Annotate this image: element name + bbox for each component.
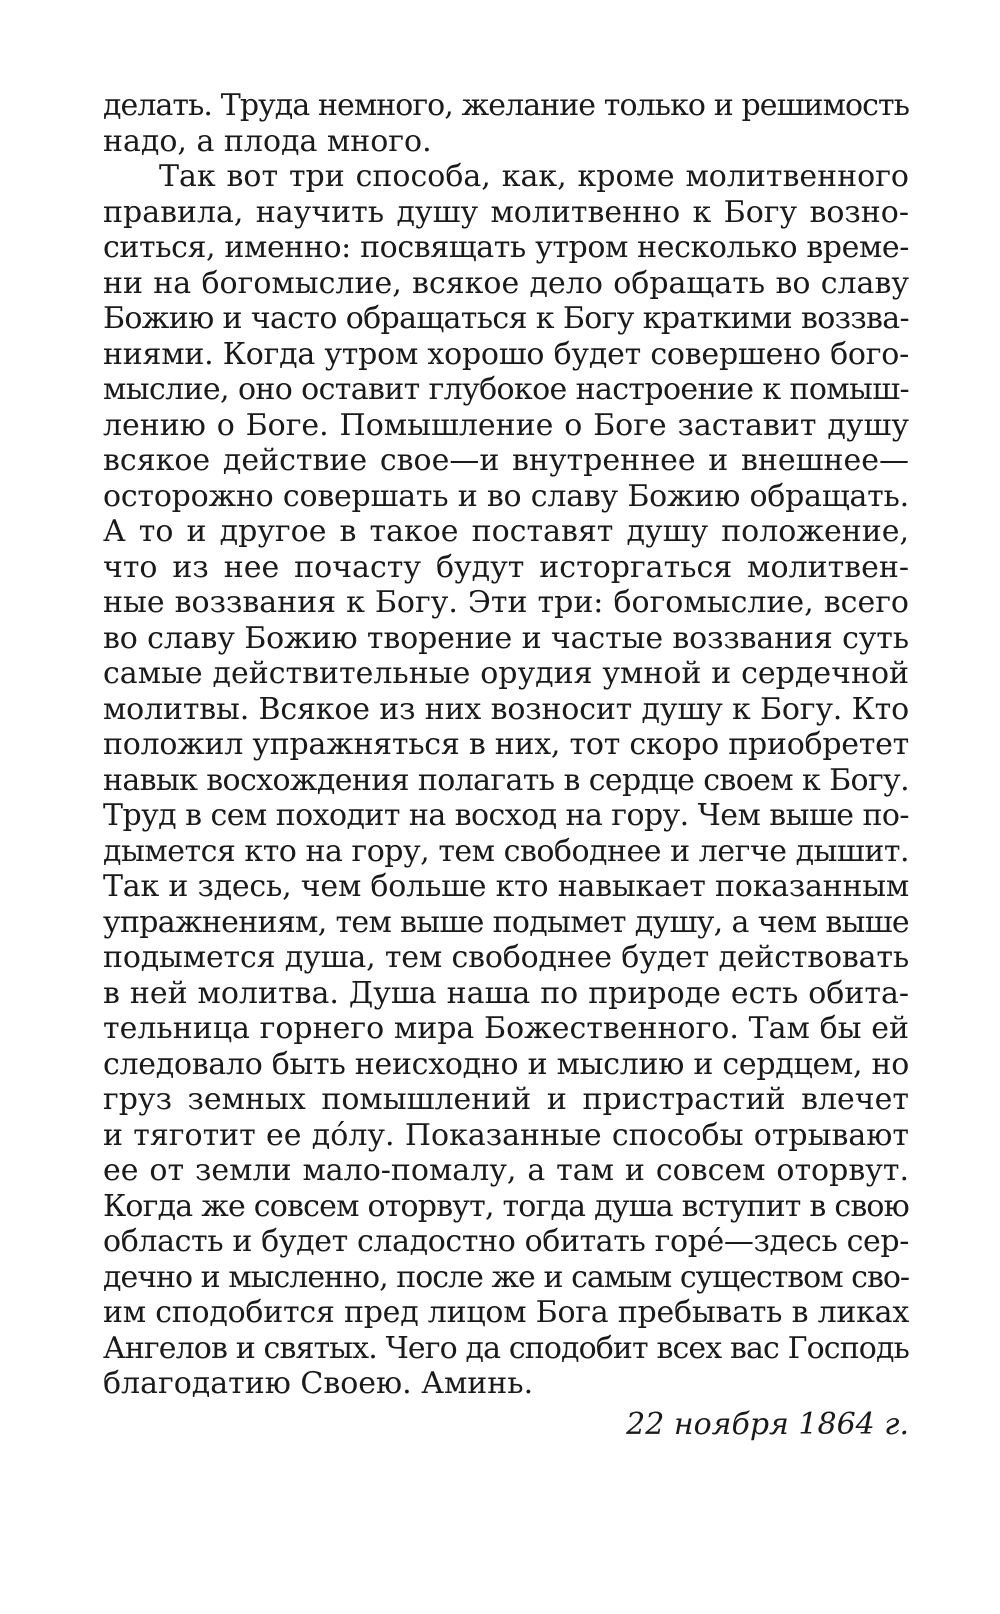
text-line: лению о Боге. Помышление о Боге заставит душу: [103, 407, 909, 443]
text-line: упражнениям, тем выше подымет душу, а чем выше: [103, 904, 909, 940]
text-line: правила, научить душу молитвенно к Богу возно-: [103, 194, 909, 230]
text-line: Труд в сем походит на восход на гору. Чем выше по-: [103, 798, 909, 833]
text-line: им сподобится пред лицом Бога пребывать в ликах: [103, 1295, 909, 1330]
text-line: в ней молитва. Душа наша по природе есть обита-: [103, 975, 909, 1011]
text-line: А то и другое в такое поставят душу положение,: [103, 514, 909, 549]
text-line: ные воззвания к Богу. Эти три: богомыслие, всего: [103, 585, 909, 620]
text-line: Так и здесь, чем больше кто навыкает показанным: [103, 869, 909, 904]
text-line: ни на богомыслие, всякое дело обращать во славу: [103, 265, 909, 301]
text-line: тельница горнего мира Божественного. Там бы ей: [103, 1011, 909, 1046]
text-line: что из нее почасту будут исторгаться молитвен-: [103, 549, 909, 585]
text-line: положил упражняться в них, тот скоро приобретет: [103, 727, 909, 762]
text-line: надо, а плода много.: [103, 123, 432, 159]
text-line: подымется душа, тем свободнее будет действовать: [103, 940, 909, 975]
text-line: Божию и часто обращаться к Богу краткими воззва-: [103, 301, 909, 336]
text-line: навык восхождения полагать в сердце своем к Богу.: [103, 762, 909, 798]
text-line: ситься, именно: посвящать утром несколько време-: [103, 230, 909, 265]
text-line: ниями. Когда утром хорошо будет совершено бого-: [103, 336, 909, 372]
text-line: ее от земли мало-помалу, а там и совсем оторвут.: [103, 1153, 909, 1188]
text-line: молитвы. Всякое из них возносит душу к Богу. Кто: [103, 691, 909, 727]
text-line: всякое действие свое—и внутреннее и внешнее—: [103, 443, 909, 478]
text-line: следовало быть неисходно и мыслию и сердцем, но: [103, 1046, 909, 1082]
text-line: во славу Божию творение и частые воззвания суть: [103, 620, 909, 656]
text-line: дечно и мысленно, после же и самым существом сво-: [103, 1259, 909, 1295]
text-line: благодатию Своею. Аминь.: [103, 1366, 534, 1401]
text-line: самые действительные орудия умной и сердечной: [103, 656, 909, 691]
text-line: Когда же совсем оторвут, тогда душа вступит в свою: [103, 1188, 909, 1224]
date-signature: 22 ноября 1864 г.: [626, 1406, 909, 1442]
text-line: осторожно совершать и во славу Божию обращать.: [103, 478, 909, 514]
text-line: область и будет сладостно обитать горе́—здесь сер-: [103, 1224, 909, 1259]
text-line: Ангелов и святых. Чего да сподобит всех вас Господь: [103, 1330, 909, 1366]
page-text: [103, 88, 909, 1442]
text-line: и тяготит ее до́лу. Показанные способы отрывают: [103, 1117, 909, 1153]
text-line: груз земных помышлений и пристрастий влечет: [103, 1082, 909, 1117]
text-line: мыслие, оно оставит глубокое настроение к помыш-: [103, 372, 909, 407]
text-line: делать. Труда немного, желание только и решимость: [103, 88, 909, 123]
text-line: дымется кто на гору, тем свободнее и легче дышит.: [103, 833, 909, 869]
text-line: Так вот три способа, как, кроме молитвенного: [159, 159, 909, 194]
